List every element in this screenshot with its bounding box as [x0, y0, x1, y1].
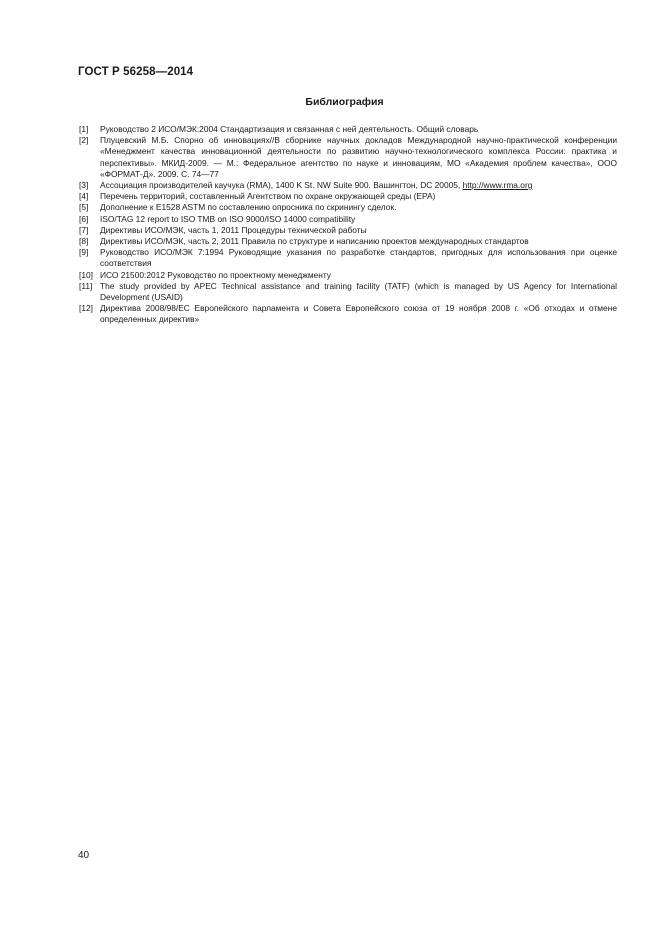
entry-text: Дополнение к E1528 ASTM по составлению опросника по скринингу сделок.: [100, 202, 397, 213]
entry-text-with-link: [100, 180, 617, 191]
entry-text: The study provided by APEC Technical assistance and training facility (TATF) (which is managed by US Agency for International Development (USAID): [100, 280, 617, 303]
entry-number: [1]: [79, 124, 89, 134]
entry-number: [3]: [79, 180, 89, 191]
bibliography-entry: [79, 202, 617, 213]
entry-text: Директивы ИСО/МЭК, часть 2, 2011 Правила по структуре и написанию проектов международных стандартов: [100, 236, 529, 247]
bibliography-entry: [79, 180, 617, 191]
entry-text: ИСО 21500:2012 Руководство по проектному менеджменту: [100, 269, 331, 280]
bibliography-entry: [79, 236, 617, 247]
entry-text: Руководство ИСО/МЭК 7:1994 Руководящие указания по разработке стандартов, пригодных для использования при оценке соответствия: [100, 247, 617, 269]
bibliography-entry: [79, 191, 617, 202]
entry-number: [2]: [79, 135, 89, 146]
entry-number: [7]: [79, 224, 89, 235]
entry-number: [12]: [79, 303, 93, 314]
bibliography-entry: [79, 214, 617, 225]
rma-website-link[interactable]: http://www.rma.org: [462, 180, 533, 191]
bibliography-entry: [79, 247, 617, 269]
bibliography-entry: [79, 135, 617, 180]
entry-number: [11]: [79, 280, 93, 291]
entry-text: Директивы ИСО/МЭК, часть 1, 2011 Процедуры технической работы: [100, 224, 367, 235]
bibliography-list: [79, 124, 617, 326]
entry-number: [5]: [79, 202, 89, 213]
entry-text: Руководство 2 ИСО/МЭК:2004 Стандартизация и связанная с ней деятельность. Общий словарь: [100, 124, 479, 134]
entry-text: Ассоциация производителей каучука (RMA), 1400 K St. NW Suite 900. Вашингтон, DC 20005,: [100, 180, 463, 191]
standard-header: ГОСТ Р 56258—2014: [78, 66, 194, 78]
entry-text: Плуцевский М.Б. Спорно об инновациях//В сборнике научных докладов Международной научно-практической конференции «Менеджмент качества инновационной деятельности по развитию научно-технологического комплекса России: практика и перспективы». МКИД-2009. — М.: Федеральное агентство по науке и инновациям, МО «Академия проблем качества», ООО «ФОРМАТ-Д». 2009. С. 74—77: [100, 135, 617, 179]
bibliography-entry: [79, 270, 617, 281]
bibliography-entry: [79, 225, 617, 236]
page-number: 40: [78, 850, 90, 861]
section-title: Библиография: [305, 96, 384, 108]
entry-number: [8]: [79, 236, 89, 247]
entry-number: [6]: [79, 213, 89, 224]
entry-text: Перечень территорий, составленный Агентством по охране окружающей среды (EPA): [100, 191, 436, 202]
bibliography-entry: [79, 281, 617, 303]
entry-text: ISO/TAG 12 report to ISO TMB on ISO 9000/ISO 14000 compatibility: [100, 213, 356, 224]
entry-number: [4]: [79, 191, 89, 202]
entry-text: Директива 2008/98/EC Европейского парламента и Совета Европейского союза от 19 ноября 2008 г. «Об отходах и отмене определенных директив»: [100, 303, 617, 325]
entry-number: [10]: [79, 269, 93, 280]
bibliography-entry: [79, 303, 617, 325]
bibliography-entry: [79, 124, 617, 135]
entry-number: [9]: [79, 247, 89, 258]
